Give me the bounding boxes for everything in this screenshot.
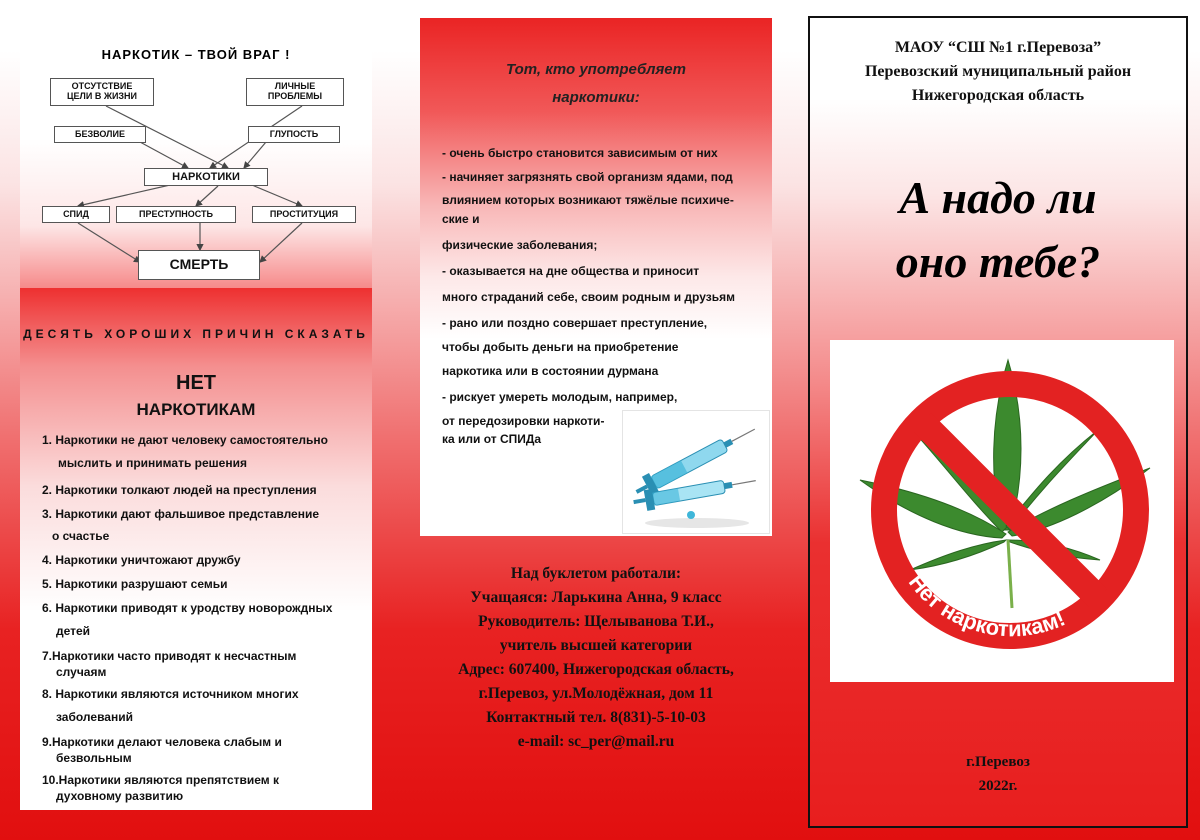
credits-block [420, 562, 772, 792]
consequence-line: - начиняет загрязнять свой организм ядами, под [442, 170, 733, 184]
box-no-life-goal: ОТСУТСТВИЕ ЦЕЛИ В ЖИЗНИ [50, 78, 154, 106]
arrow-prostitution-death [260, 223, 302, 262]
footer-city: г.Перевоз [966, 754, 1030, 770]
reason-item: 2. Наркотики толкают людей на преступления [42, 483, 317, 497]
box-lack-of-will: БЕЗВОЛИЕ [54, 126, 146, 143]
middle-heading: Тот, кто употребляет наркотики: [506, 61, 686, 106]
cover-title: А надо ли оно тебе? [895, 172, 1101, 287]
reason-item: 8. Наркотики являются источником многих заболеваний [42, 687, 299, 724]
school-name: МАОУ “СШ №1 г.Перевоза” [894, 39, 1102, 56]
consequence-line: физические заболевания; [442, 238, 598, 252]
consequence-line: - оказывается на дне общества и приносит [442, 264, 700, 278]
cover-footer [810, 750, 1186, 798]
reasons-section [20, 288, 372, 810]
arrow-will-drugs [140, 142, 188, 168]
consequence-line: - очень быстро становится зависимым от них [442, 146, 718, 160]
box-drugs: НАРКОТИКИ [144, 168, 268, 186]
box-crime: ПРЕСТУПНОСТЬ [116, 206, 236, 223]
arrow-drugs-prostitution [252, 185, 302, 206]
reason-item: 10.Наркотики являются препятствием к духовному развитию [42, 773, 279, 803]
consequence-line: - рано или поздно совершает преступление, [442, 316, 708, 330]
cause-diagram [20, 40, 372, 288]
reasons-heading: ДЕСЯТЬ ХОРОШИХ ПРИЧИН СКАЗАТЬ [23, 327, 369, 341]
consequence-line: - рискует умереть молодым, например, [442, 390, 678, 404]
credits-heading: Над буклетом работали: [510, 565, 682, 582]
left-panel [20, 40, 372, 810]
credits-address: Адрес: 607400, Нижегородская область, [458, 661, 734, 678]
box-personal-problems: ЛИЧНЫЕ ПРОБЛЕМЫ [246, 78, 344, 106]
box-death: СМЕРТЬ [138, 250, 260, 280]
credits-supervisor-title: учитель высшей категории [499, 637, 693, 654]
cover-panel [808, 16, 1188, 828]
emblem-text: Нет наркотикам! [903, 569, 1069, 642]
middle-panel [420, 18, 772, 536]
arrow-aids-death [78, 223, 140, 262]
box-prostitution: ПРОСТИТУЦИЯ [252, 206, 356, 223]
box-stupidity: ГЛУПОСТЬ [248, 126, 340, 143]
credits-supervisor: Руководитель: Щелыванова Т.И., [478, 613, 714, 630]
arrow-drugs-crime [196, 186, 218, 206]
consequence-line: наркотика или в состоянии дурмана [442, 364, 659, 378]
box-aids: СПИД [42, 206, 110, 223]
cannabis-prohibition-icon [830, 340, 1174, 682]
reason-item: 4. Наркотики уничтожают дружбу [42, 553, 241, 567]
consequence-line: ка или от СПИДа [442, 432, 542, 446]
school-info [810, 36, 1186, 108]
reason-item: 5. Наркотики разрушают семьи [42, 577, 228, 591]
credits-email: e-mail: sc_per@mail.ru [517, 733, 675, 750]
school-district: Перевозский муниципальный район [864, 63, 1132, 80]
no-drugs-word: НАРКОТИКАМ [136, 400, 256, 419]
footer-year: 2022г. [978, 778, 1018, 794]
diagram-title: НАРКОТИК – ТВОЙ ВРАГ ! [101, 47, 291, 62]
consequence-line: много страданий себе, своим родным и друзьям [442, 290, 735, 304]
syringes-image [622, 410, 770, 534]
consequence-line: ские и [442, 212, 480, 226]
consequence-line: чтобы добыть деньги на приобретение [442, 340, 679, 354]
reason-item: 3. Наркотики дают фальшивое представление о счастье [42, 507, 320, 543]
reason-item: 6. Наркотики приводят к уродству новорождных детей [42, 601, 333, 638]
reason-item: 9.Наркотики делают человека слабым и безвольным [42, 735, 282, 765]
school-region: Нижегородская область [911, 87, 1085, 104]
arrow-drugs-aids [78, 185, 170, 206]
consequence-line: от передозировки наркоти- [442, 414, 605, 428]
credits-student: Учащаяся: Ларькина Анна, 9 класс [470, 589, 722, 606]
reason-item: 1. Наркотики не дают человеку самостоятельно мыслить и принимать решения [42, 433, 328, 470]
no-drugs-emblem [830, 340, 1174, 682]
credits-phone: Контактный тел. 8(831)-5-10-03 [486, 709, 706, 726]
arrow-stupidity-drugs [244, 142, 266, 168]
syringes-illustration [623, 411, 771, 535]
reason-item: 7.Наркотики часто приводят к несчастным случаям [42, 649, 297, 679]
consequence-line: влиянием которых возникают тяжёлые психиче- [442, 193, 734, 207]
no-word: НЕТ [176, 372, 216, 394]
credits-street: г.Перевоз, ул.Молодёжная, дом 11 [478, 685, 714, 702]
